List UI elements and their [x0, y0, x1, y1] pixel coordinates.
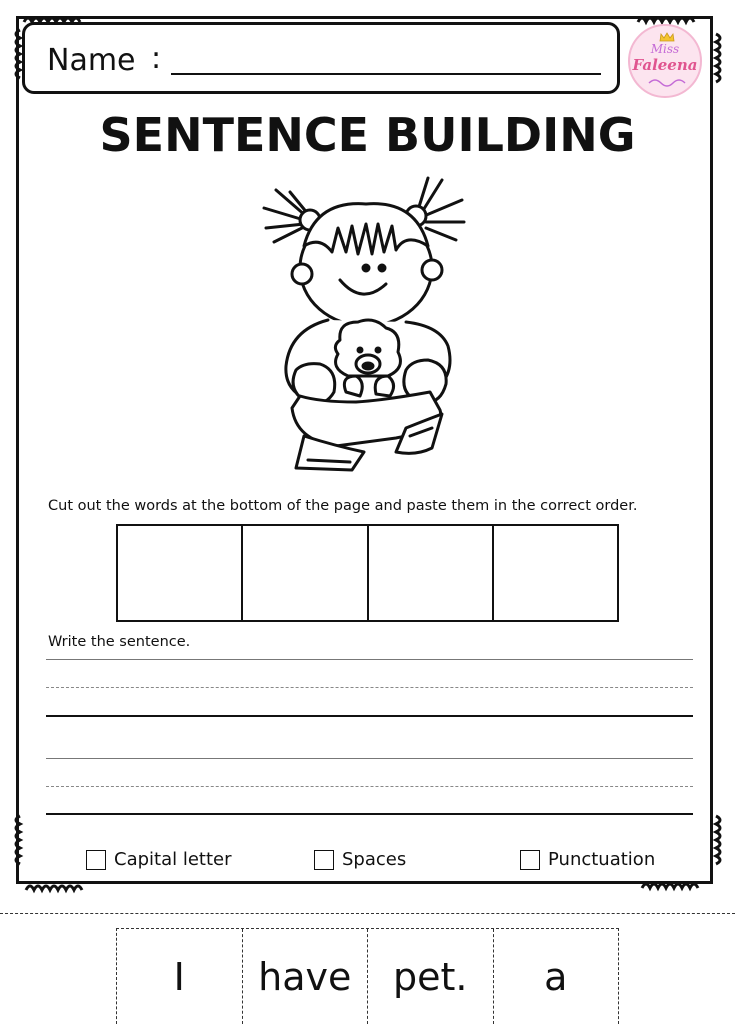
- writing-top-line-2: [46, 758, 693, 759]
- name-field[interactable]: [171, 73, 601, 75]
- paste-boxes: [116, 524, 619, 622]
- crown-icon: [659, 32, 675, 42]
- write-label: Write the sentence.: [48, 634, 191, 650]
- checkbox[interactable]: [86, 850, 106, 870]
- checklist-item-punctuation[interactable]: [520, 849, 655, 870]
- word-card[interactable]: have: [243, 929, 369, 1024]
- paste-box-3[interactable]: [369, 526, 494, 620]
- writing-base-line-1[interactable]: [46, 715, 693, 717]
- word-cards: [116, 928, 619, 1024]
- logo: [628, 24, 702, 98]
- name-colon: :: [151, 41, 162, 76]
- checklist-item-capital-letter[interactable]: [86, 849, 232, 870]
- girl-with-lamb-illustration: [256, 170, 476, 488]
- writing-mid-line-1: [46, 687, 693, 688]
- paste-box-4[interactable]: [494, 526, 617, 620]
- flourish-icon: [647, 78, 687, 88]
- writing-mid-line-2: [46, 786, 693, 787]
- name-label: Name: [47, 43, 136, 78]
- cut-line: [0, 913, 735, 914]
- word-card[interactable]: pet.: [368, 929, 494, 1024]
- word-card[interactable]: I: [117, 929, 243, 1024]
- logo-line-2: Faleena: [632, 56, 698, 74]
- logo-line-1: Miss: [650, 42, 680, 56]
- checklist-label: Capital letter: [114, 849, 232, 870]
- checkbox[interactable]: [314, 850, 334, 870]
- checklist-item-spaces[interactable]: [314, 849, 406, 870]
- word-card[interactable]: a: [544, 954, 568, 999]
- checklist-label: Spaces: [342, 849, 407, 870]
- name-box: [22, 22, 620, 94]
- writing-base-line-2[interactable]: [46, 813, 693, 815]
- paste-box-2[interactable]: [243, 526, 368, 620]
- writing-top-line-1: [46, 659, 693, 660]
- checklist-label: Punctuation: [548, 849, 656, 870]
- paste-box-1[interactable]: [118, 526, 243, 620]
- page-title: SENTENCE BUILDING: [99, 108, 636, 162]
- checkbox[interactable]: [520, 850, 540, 870]
- instruction-text: Cut out the words at the bottom of the page and paste them in the correct order.: [48, 498, 638, 514]
